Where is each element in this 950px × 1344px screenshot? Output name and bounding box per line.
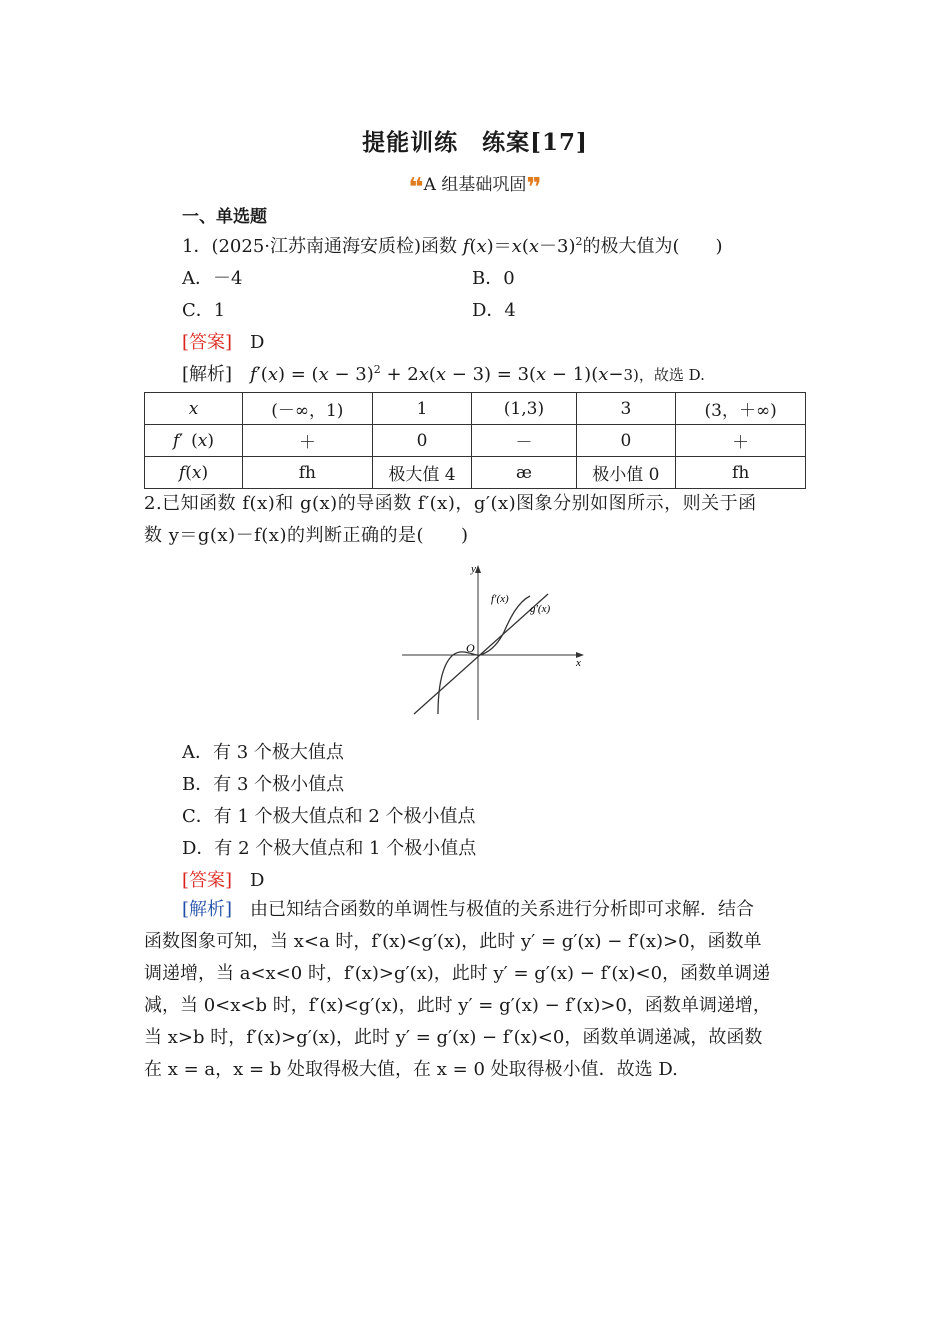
q2-option-d: D．有 2 个极大值点和 1 个极小值点 [182, 838, 477, 859]
q1-stem: 1．(2025·江苏南通海安质检)函数 $f(x)=x(x-3)^2$的极大值为( ) [182, 235, 723, 257]
q1-stem-suffix: 的极大值为( ) [582, 236, 723, 257]
q2-analysis [144, 894, 806, 1086]
q2-analysis-text1: 由已知结合函数的单调性与极值的关系进行分析即可求解．结合 [250, 899, 755, 920]
table-row [145, 393, 806, 425]
table-cell: 0 [576, 425, 676, 457]
q2-analysis-line6: 在 x = a，x = b 处取得极大值，在 x = 0 处取得极小值．故选 D. [144, 1059, 678, 1080]
q1-answer-tag: [答案] [182, 332, 233, 353]
q2-analysis-line5: 当 x>b 时，f′(x)>g′(x)，此时 y′ = g′(x) − f′(x)<0，函数单调递减，故函数 [144, 1027, 763, 1048]
group-heading [0, 170, 950, 203]
table-row [145, 457, 806, 489]
table-row [145, 425, 806, 457]
q1-analysis-tag: [解析] [182, 364, 233, 385]
q1-option-d: D．4 [472, 300, 516, 321]
q2-option-c: C．有 1 个极大值点和 2 个极小值点 [182, 806, 476, 827]
table-row-label: f′ (x) [145, 425, 243, 457]
derivative-graph-figure [398, 562, 588, 724]
open-quote-icon: ❝ [408, 173, 424, 203]
table-header: (－∞，1) [243, 393, 373, 425]
g-prime-label: g′(x) [530, 603, 551, 615]
table-cell: － [472, 425, 576, 457]
q2-analysis-tag: [解析] [182, 899, 233, 920]
q1-analysis: [解析] $f'(x) = (x - 3)^2 + 2x(x - 3) = 3(x - 1)(x-3)$，故选 D. [182, 363, 705, 385]
y-axis-arrow-icon [475, 565, 481, 573]
y-axis-label: y [471, 563, 476, 575]
table-cell: 0 [372, 425, 472, 457]
sign-table [144, 392, 806, 489]
q2-analysis-line1 [144, 894, 806, 926]
table-cell: fh [676, 457, 806, 489]
section-heading: 一、单选题 [182, 207, 267, 227]
table-cell: 极大值 4 [372, 457, 472, 489]
q1-option-c: C．1 [182, 300, 226, 321]
q2-analysis-line4: 减，当 0<x<b 时，f′(x)<g′(x)，此时 y′ = g′(x) − f′(x)>0，函数单调递增， [144, 995, 771, 1016]
q2-stem [144, 488, 806, 552]
table-header: 1 [372, 393, 472, 425]
table-row-label: f(x) [145, 457, 243, 489]
q2-answer-tag: [答案] [182, 870, 233, 891]
q2-analysis-line3: 调递增，当 a<x<0 时，f′(x)>g′(x)，此时 y′ = g′(x) − f′(x)<0，函数单调递 [144, 963, 771, 984]
table-cell: 极小值 0 [576, 457, 676, 489]
table-header: (3，＋∞) [676, 393, 806, 425]
group-label: A 组基础巩固 [423, 175, 527, 195]
q1-option-b: B．0 [472, 268, 515, 289]
q1-stem-prefix: 1．(2025·江苏南通海安质检)函数 [182, 236, 458, 257]
q1-analysis-end: ，故选 D. [638, 366, 705, 384]
q2-analysis-line2: 函数图象可知，当 x<a 时，f′(x)<g′(x)，此时 y′ = g′(x) − f′(x)>0，函数单 [144, 931, 762, 952]
q1-answer-value: D [250, 332, 265, 353]
q2-answer [182, 866, 264, 892]
table-header: (1,3) [472, 393, 576, 425]
table-cell: ＋ [243, 425, 373, 457]
table-cell: æ [472, 457, 576, 489]
table-cell: ＋ [676, 425, 806, 457]
q1-option-a: A．－4 [182, 268, 243, 289]
f-prime-label: f′(x) [491, 593, 509, 605]
q2-stem-line2: 数 y＝g(x)－f(x)的判断正确的是( ) [144, 525, 469, 546]
q1-answer [182, 328, 264, 354]
close-quote-icon: ❞ [526, 173, 542, 203]
q2-answer-value: D [250, 870, 265, 891]
origin-label: O [466, 641, 475, 655]
x-axis-label: x [576, 657, 581, 669]
page-title: 提能训练 练案[17] [362, 129, 588, 156]
table-header: 3 [576, 393, 676, 425]
table-cell: fh [243, 457, 373, 489]
q2-stem-line1: 2.已知函数 f(x)和 g(x)的导函数 f′(x)，g′(x)图象分别如图所示，则关于函 [144, 493, 757, 514]
q2-option-b: B．有 3 个极小值点 [182, 774, 345, 795]
table-header-x: x [145, 393, 243, 425]
q2-option-a: A．有 3 个极大值点 [182, 742, 344, 763]
